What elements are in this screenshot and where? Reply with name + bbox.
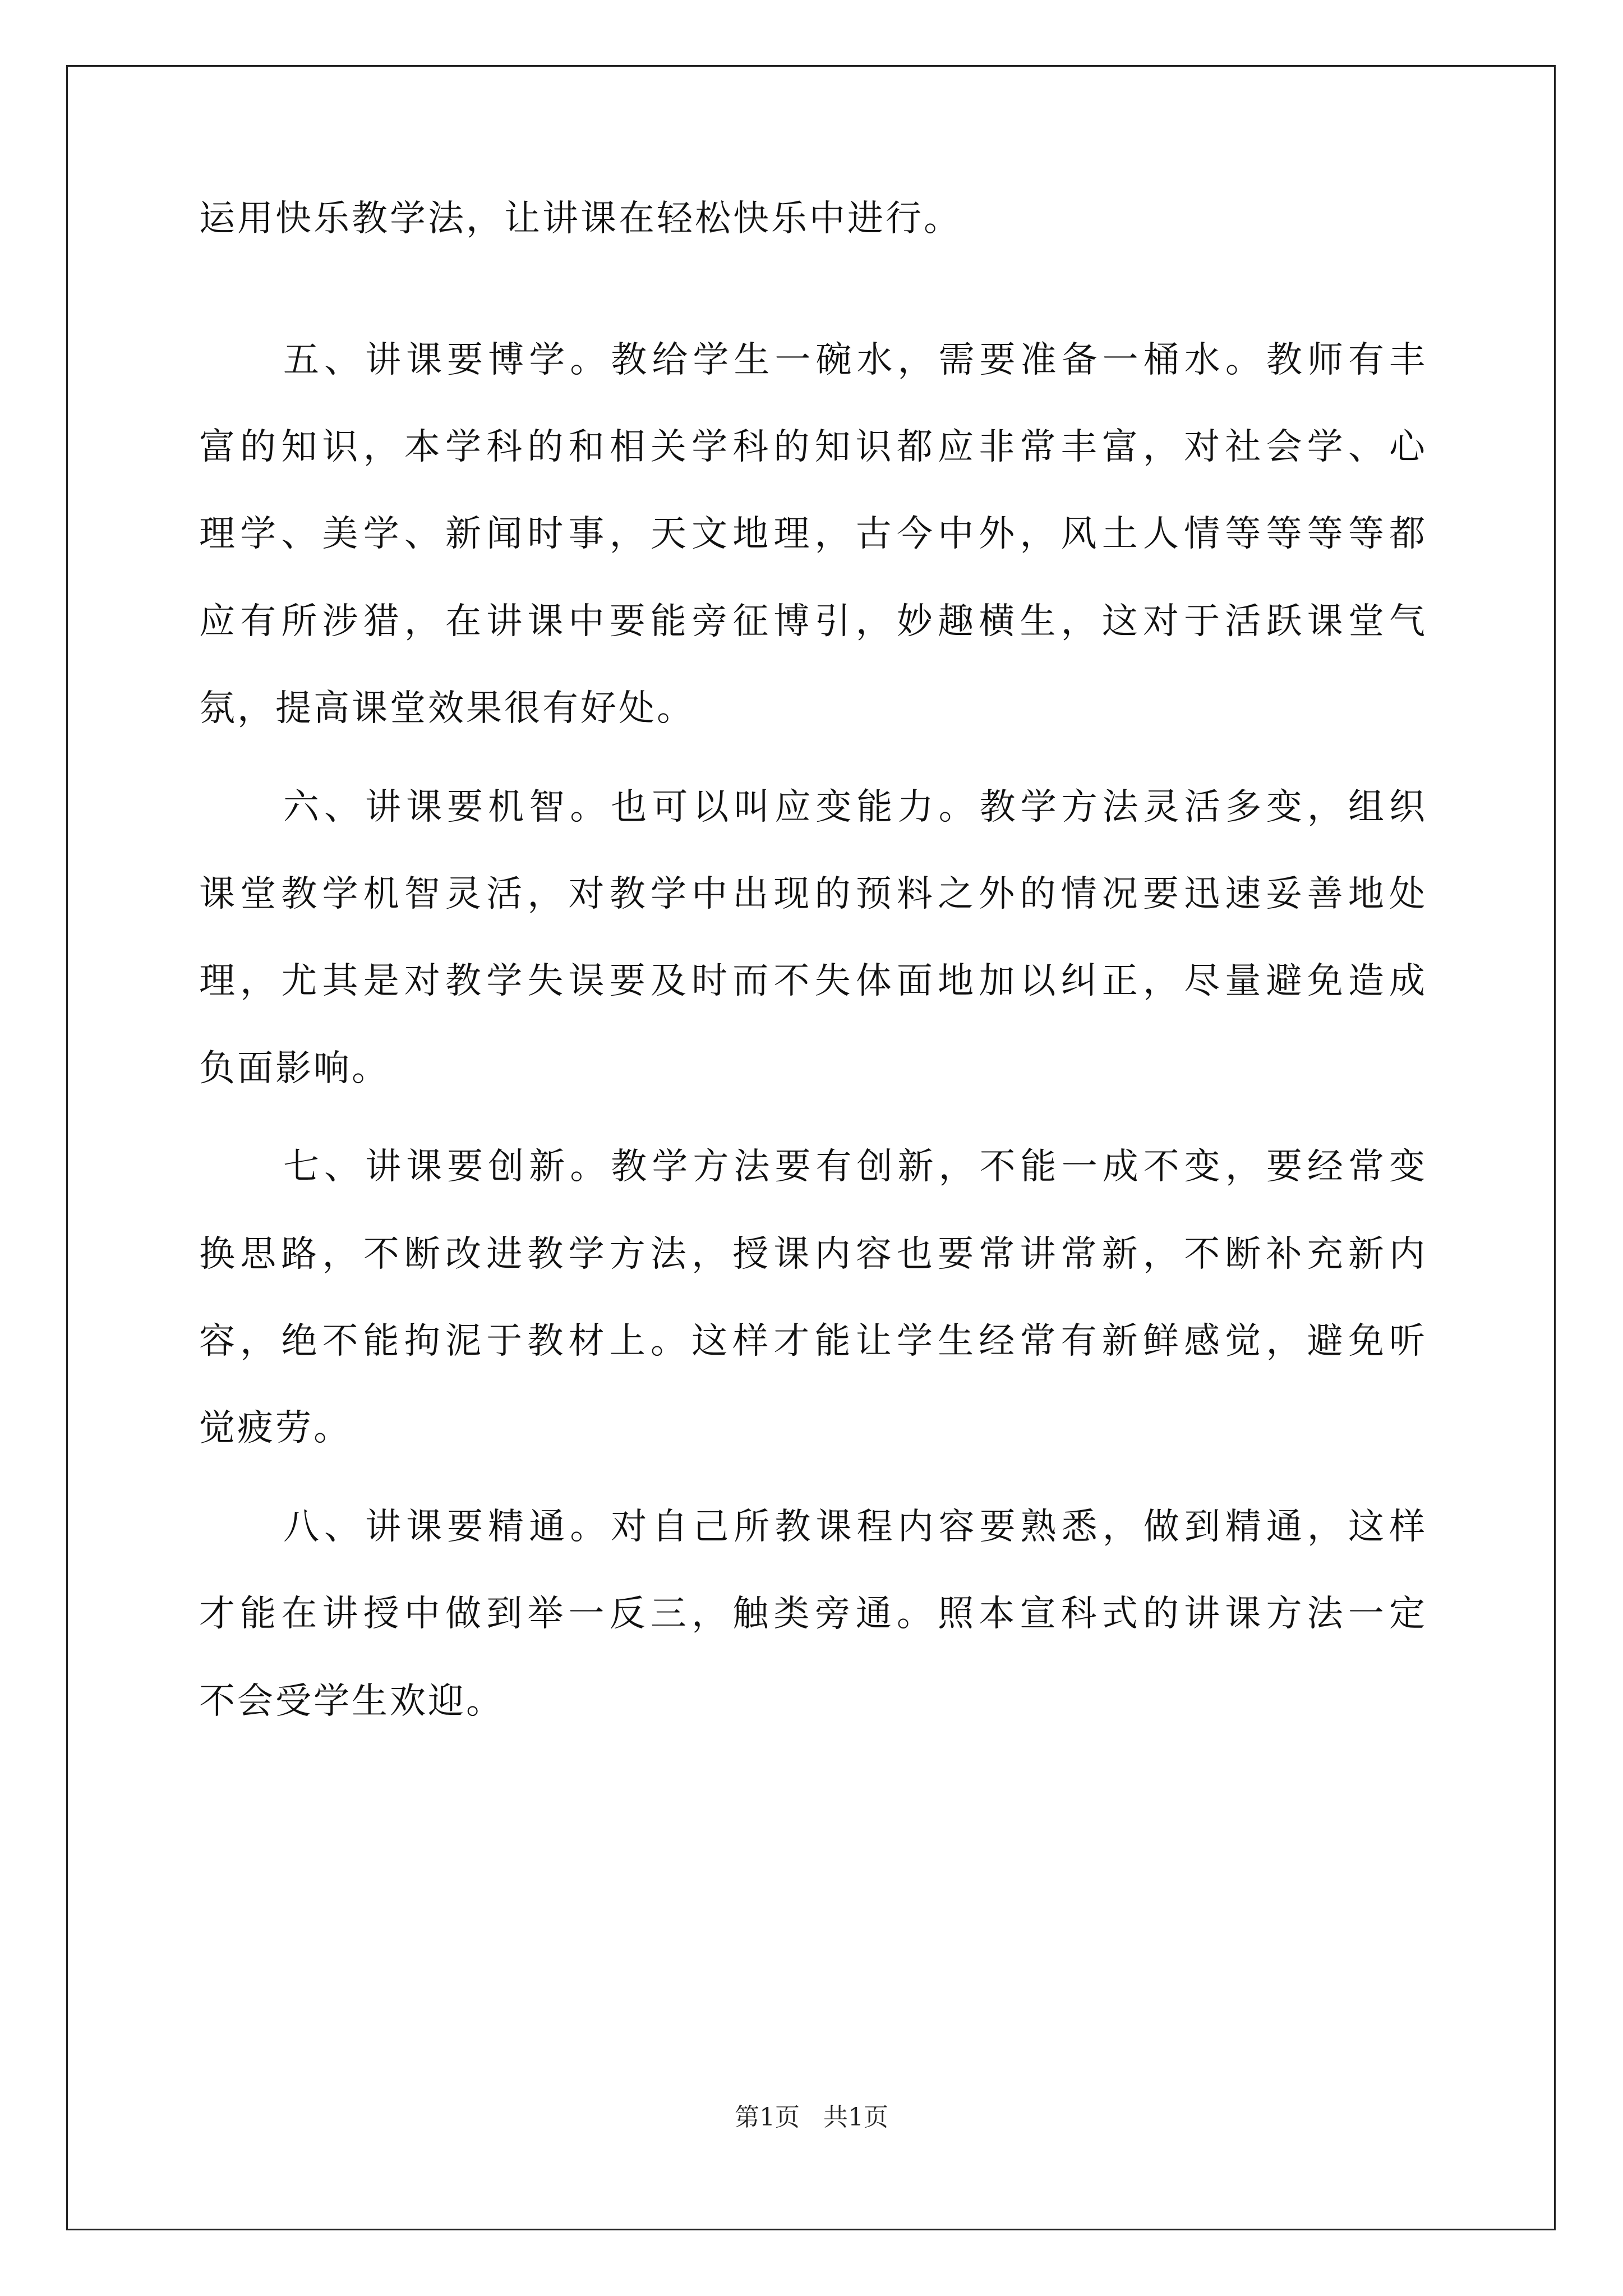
text-line: 理学、美学、新闻时事，天文地理，古今中外，风土人情等等等等都	[199, 513, 1427, 555]
text-line: 五、讲课要博学。教给学生一碗水，需要准备一桶水。教师有丰	[283, 339, 1427, 381]
text-line: 换思路，不断改进教学方法，授课内容也要常讲常新，不断补充新内	[199, 1234, 1427, 1275]
text-line: 不会受学生欢迎。	[199, 1681, 504, 1722]
text-line: 才能在讲授中做到举一反三，触类旁通。照本宣科式的讲课方法一定	[199, 1593, 1427, 1635]
text-line: 运用快乐教学法，让讲课在轻松快乐中进行。	[199, 198, 962, 240]
text-line: 氛，提高课堂效果很有好处。	[199, 688, 695, 729]
page-number-footer: 第1页 共1页	[735, 2103, 888, 2132]
text-line: 富的知识，本学科的和相关学科的知识都应非常丰富，对社会学、心	[199, 426, 1427, 468]
text-line: 负面影响。	[199, 1048, 390, 1089]
text-line: 课堂教学机智灵活，对教学中出现的预料之外的情况要迅速妥善地处	[199, 873, 1427, 915]
text-line: 觉疲劳。	[199, 1407, 352, 1449]
text-line: 应有所涉猎，在讲课中要能旁征博引，妙趣横生，这对于活跃课堂气	[199, 601, 1427, 642]
text-line: 理，尤其是对教学失误要及时而不失体面地加以纠正，尽量避免造成	[199, 960, 1427, 1002]
text-line: 八、讲课要精通。对自己所教课程内容要熟悉，做到精通，这样	[283, 1506, 1427, 1548]
text-line: 容，绝不能拘泥于教材上。这样才能让学生经常有新鲜感觉，避免听	[199, 1320, 1427, 1362]
text-line: 七、讲课要创新。教学方法要有创新，不能一成不变，要经常变	[283, 1146, 1427, 1188]
text-line: 六、讲课要机智。也可以叫应变能力。教学方法灵活多变，组织	[283, 786, 1427, 828]
